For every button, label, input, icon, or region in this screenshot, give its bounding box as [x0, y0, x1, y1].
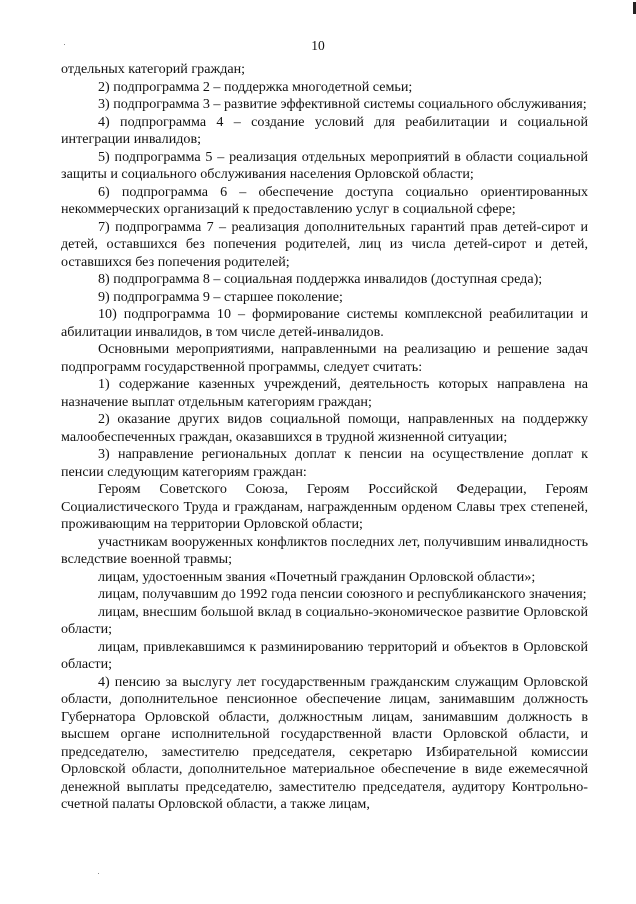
list-item-measure-1: 1) содержание казенных учреждений, деятельность которых направлена на назначение выплат отдельным категориям граждан; — [61, 376, 588, 410]
list-item-subprogram-5: 5) подпрограмма 5 – реализация отдельных мероприятий в области социальной защиты и социального обслуживания населения Орловской области; — [61, 148, 588, 182]
list-item-measure-4: 4) пенсию за выслугу лет государственным гражданским служащим Орловской области, дополнительное пенсионное обеспечение лицам, занимавшим должность Губернатора Орловской области, должностным лицам, занимавшим должность в высшем органе исполнительной государственной власти Орловской области, и председателю, заместителю председателя, секретарю Избирательной комиссии Орловской области, дополнительное материальное обеспечение в виде ежемесячной денежной выплаты председателю, заместителю председателя, аудитору Контрольно-счетной палаты Орловской области, а также лицам, — [61, 673, 588, 812]
paragraph-main-measures: Основными мероприятиями, направленными на реализацию и решение задач подпрограмм государственной программы, следует считать: — [61, 341, 588, 375]
category-deminers: лицам, привлекавшимся к разминированию территорий и объектов в Орловской области; — [61, 638, 588, 672]
scan-speck — [98, 873, 99, 874]
paragraph-continuation: отдельных категорий граждан; — [61, 61, 246, 77]
list-item-measure-2: 2) оказание других видов социальной помощи, направленных на поддержку малообеспеченных граждан, оказавшихся в трудной жизненной ситуации; — [61, 411, 588, 445]
category-pre-1992-pensioners: лицам, получавшим до 1992 года пенсии союзного и республиканского значения; — [98, 586, 587, 602]
category-heroes: Героям Советского Союза, Героям Российской Федерации, Героям Социалистического Труда и гражданам, награжденным орденом Славы трех степеней, проживающим на территории Орловской области; — [61, 481, 588, 532]
category-honorary-citizens: лицам, удостоенным звания «Почетный гражданин Орловской области»; — [98, 568, 536, 585]
list-item-subprogram-3: 3) подпрограмма 3 – развитие эффективной системы социального обслуживания; — [98, 96, 587, 112]
list-item-subprogram-2: 2) подпрограмма 2 – поддержка многодетной семьи; — [98, 78, 413, 95]
list-item-subprogram-10: 10) подпрограмма 10 – формирование системы комплексной реабилитации и абилитации инвалидов, в том числе детей-инвалидов. — [61, 306, 588, 340]
list-item-subprogram-6: 6) подпрограмма 6 – обеспечение доступа социально ориентированных некоммерческих организаций к предоставлению услуг в социальной сфере; — [61, 183, 588, 217]
category-conflict-participants: участникам вооруженных конфликтов последних лет, получившим инвалидность вследствие военной травмы; — [61, 533, 588, 567]
category-contributors: лицам, внесшим большой вклад в социально-экономическое развитие Орловской области; — [61, 603, 588, 637]
list-item-subprogram-7: 7) подпрограмма 7 – реализация дополнительных гарантий прав детей-сирот и детей, оставшихся без попечения родителей, лиц из числа детей-сирот и детей, оставшихся без попечения родителей; — [61, 218, 588, 270]
page-number: 10 — [311, 38, 325, 53]
list-item-subprogram-9: 9) подпрограмма 9 – старшее поколение; — [98, 288, 343, 305]
list-item-measure-3: 3) направление региональных доплат к пенсии на осуществление доплат к пенсии следующим категориям граждан: — [61, 446, 588, 480]
list-item-subprogram-4: 4) подпрограмма 4 – создание условий для реабилитации и социальной интеграции инвалидов; — [61, 113, 588, 147]
document-body — [61, 61, 588, 814]
list-item-subprogram-8: 8) подпрограмма 8 – социальная поддержка инвалидов (доступная среда); — [98, 271, 543, 287]
